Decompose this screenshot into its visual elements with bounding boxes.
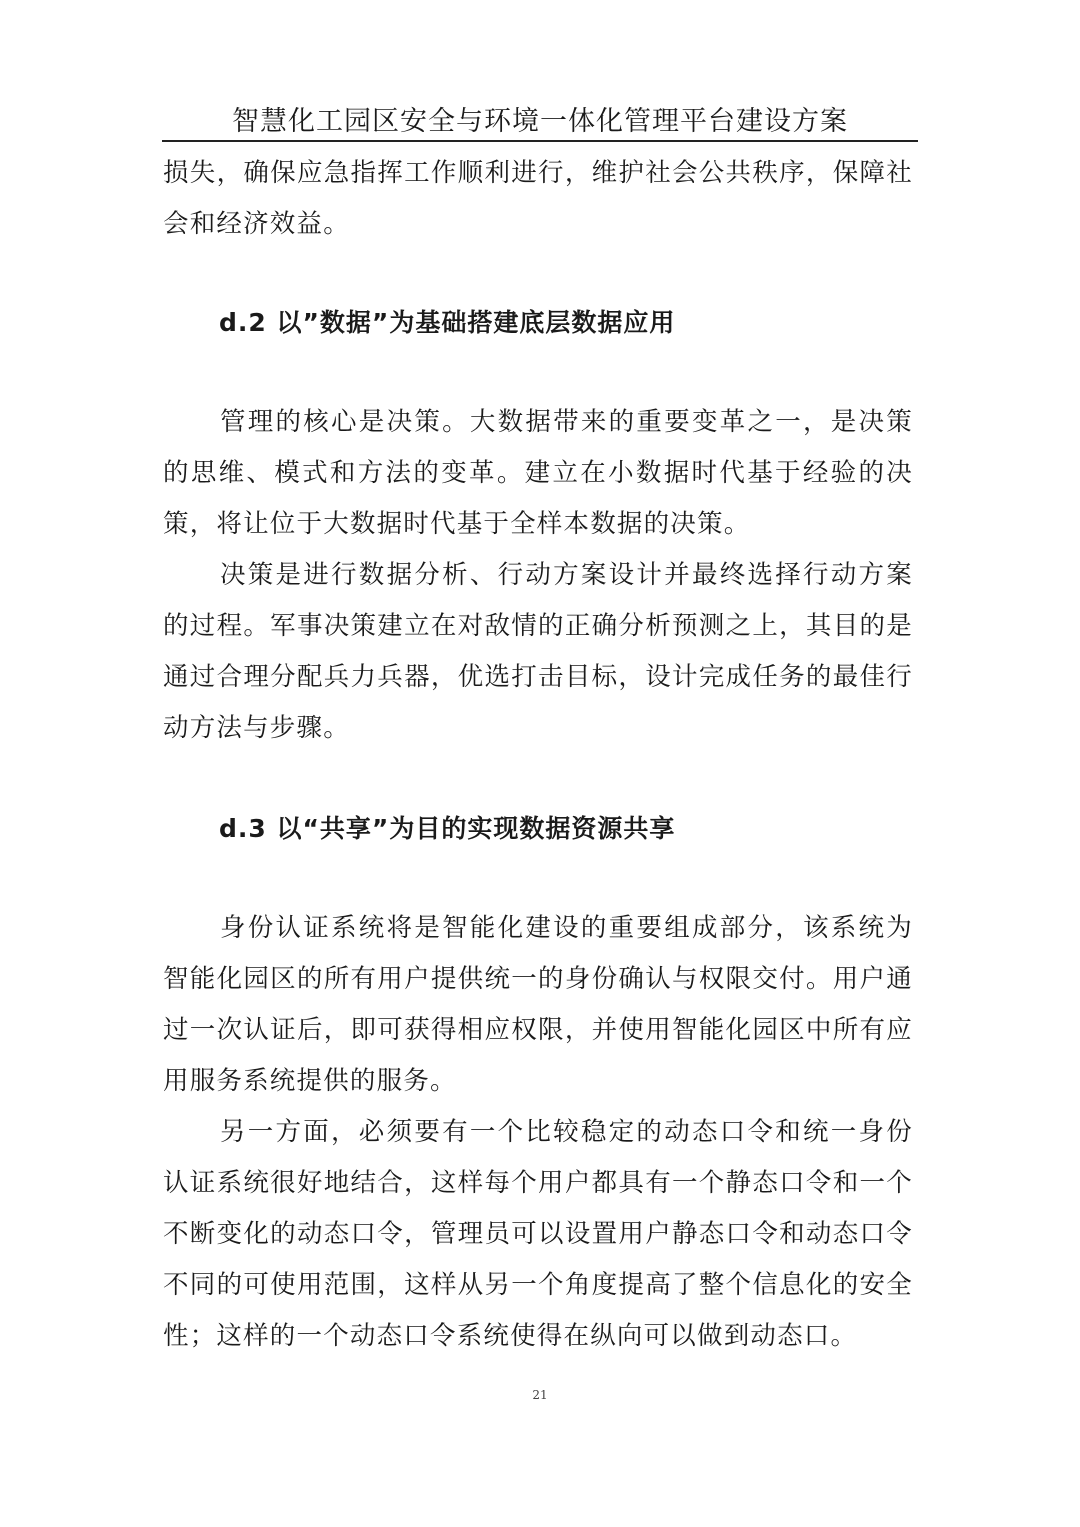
body-paragraph: 身份认证系统将是智能化建设的重要组成部分，该系统为智能化园区的所有用户提供统一的身份确认与权限交付。用户通过一次认证后，即可获得相应权限，并使用智能化园区中所有应用服务系统提供的服务。 [163, 913, 913, 1096]
section-heading-d2: d.2 以”数据”为基础搭建底层数据应用 [219, 308, 676, 337]
document-body [163, 148, 913, 1362]
page-number: 21 [532, 1388, 548, 1402]
page-header-title: 智慧化工园区安全与环境一体化管理平台建设方案 [162, 104, 918, 142]
body-paragraph: 管理的核心是决策。大数据带来的重要变革之一，是决策的思维、模式和方法的变革。建立在小数据时代基于经验的决策，将让位于大数据时代基于全样本数据的决策。 [163, 407, 913, 539]
body-paragraph: 决策是进行数据分析、行动方案设计并最终选择行动方案的过程。军事决策建立在对敌情的正确分析预测之上，其目的是通过合理分配兵力兵器，优选打击目标，设计完成任务的最佳行动方法与步骤。 [163, 560, 913, 743]
section-heading-d3: d.3 以“共享”为目的实现数据资源共享 [219, 814, 676, 843]
body-paragraph: 损失，确保应急指挥工作顺利进行，维护社会公共秩序，保障社会和经济效益。 [163, 158, 913, 239]
body-paragraph: 另一方面，必须要有一个比较稳定的动态口令和统一身份认证系统很好地结合，这样每个用户都具有一个静态口令和一个不断变化的动态口令，管理员可以设置用户静态口令和动态口令不同的可使用范围，这样从另一个角度提高了整个信息化的安全性；这样的一个动态口令系统使得在纵向可以做到动态口。 [163, 1117, 913, 1351]
